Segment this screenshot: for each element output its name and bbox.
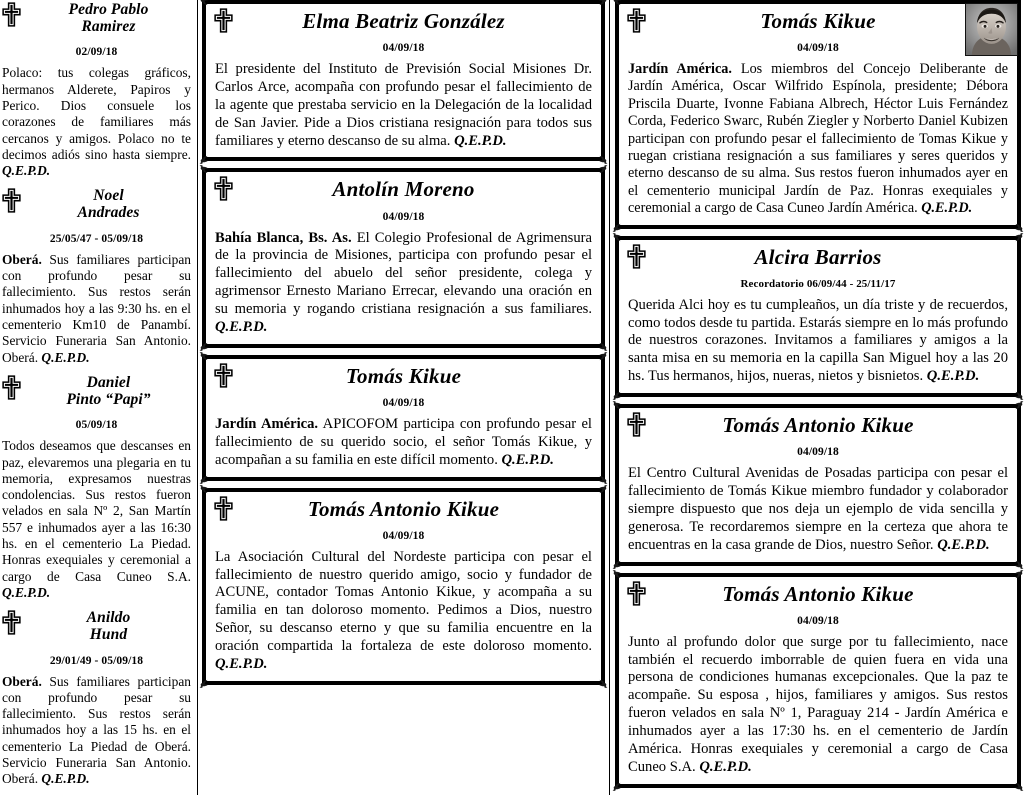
date-line: 04/09/18 [797,446,839,459]
qepd-label: Q.E.P.D. [215,655,268,672]
obituary-entry [0,0,193,179]
place-lead: Oberá. [2,673,42,689]
place-lead: Bahía Blanca, Bs. As. [215,229,352,246]
place-lead: Jardín América. [628,61,732,78]
deceased-name: Tomás Kikue [345,363,462,388]
date-line: Recordatorio 06/09/44 - 25/11/17 [740,277,896,290]
cross-icon [214,8,233,33]
qepd-label: Q.E.P.D. [926,368,980,385]
cross-icon [627,8,646,33]
deceased-name: Tomás Kikue [760,9,876,33]
cross-icon [214,496,233,521]
deceased-name: Elma Beatriz González [302,9,505,33]
obituary-card [202,0,605,161]
date-line: 02/09/18 [75,46,118,59]
place-lead: Jardín América. [215,415,319,432]
portrait-photo [965,3,1018,56]
obituary-card [615,404,1021,565]
obituary-text: Bahía Blanca, Bs. As. El Colegio Profesional de Agrimensura de la provincia de Misiones, participa con profundo pesar el fallecimiento del abuelo del señor presidente, colega y agrimensor Ernesto Mariano Errecar, elevando una oración en su memoria y rogando cristiana resignación a sus familiares. Q.E.P.D. [215,229,592,335]
card-inner [618,3,1018,226]
qepd-label: Q.E.P.D. [2,163,51,179]
obituary-text: Oberá. Sus familiares participan con profundo pesar su fallecimiento. Sus restos serán inhumados hoy a las 9:30 hs. en el cementerio Km10 de Panambí. Servicio Funeraria San Antonio. Oberá. Q.E.P.D. [2,251,191,365]
place-lead: Oberá. [2,251,42,267]
obituary-card [202,488,605,685]
obituary-card [202,355,605,481]
column-right [610,0,1024,795]
obituary-text: Polaco: tus colegas gráficos, hermanos Alderete, Papiros y Perico. Dios consuele los corazones de familiares más cercanos y amigos. Polaco no te decimos adiós sino hasta siempre. Q.E.P.D. [2,65,191,179]
date-line: 04/09/18 [382,529,425,542]
card-inner [618,407,1018,562]
obituary-entry [0,608,193,787]
qepd-label: Q.E.P.D. [937,536,990,553]
card-inner [618,239,1018,394]
card-inner [205,171,602,344]
date-line: 29/01/49 - 05/09/18 [49,654,144,667]
qepd-label: Q.E.P.D. [215,318,268,335]
deceased-name: Anildo Hund [86,609,131,643]
deceased-name: Antolín Moreno [332,177,475,202]
date-line: 04/09/18 [797,42,839,55]
cross-icon [627,581,646,606]
date-line: 05/09/18 [75,419,118,432]
column-left [0,0,198,795]
qepd-label: Q.E.P.D. [41,349,90,365]
cross-icon [214,363,233,388]
deceased-name: Tomás Antonio Kikue [722,581,914,606]
qepd-label: Q.E.P.D. [699,758,752,775]
obituary-text: Querida Alci hoy es tu cumpleaños, un día triste y de recuerdos, como todos desde tu partida. Estarás siempre en lo más profundo de nuestros corazones. Invitamos a familiares y amigos a la santa misa en su memoria en la capilla San Miguel hoy a las 20 hs. Tus hermanos, hijos, nueras, nietos y bisnietos. Q.E.P.D. [628,296,1008,385]
cross-icon [214,176,233,201]
obituary-card [615,0,1021,229]
deceased-name: Tomás Antonio Kikue [307,496,500,521]
date-line: 04/09/18 [382,396,425,409]
date-line: 04/09/18 [797,614,839,627]
date-line: 04/09/18 [382,42,425,55]
cross-icon [2,2,21,27]
column-middle [198,0,610,795]
obituary-card [202,168,605,347]
deceased-name: Pedro Pablo Ramirez [68,1,149,35]
qepd-label: Q.E.P.D. [41,771,90,787]
obituary-entry [0,186,193,365]
cross-icon [2,610,21,635]
qepd-label: Q.E.P.D. [2,584,51,600]
deceased-name: Tomás Antonio Kikue [722,413,914,438]
obituary-card [615,236,1021,397]
obituary-entry [0,373,193,601]
cross-icon [2,375,21,400]
date-line: 04/09/18 [382,210,425,223]
qepd-label: Q.E.P.D. [501,451,554,468]
card-inner [205,358,602,478]
card-inner [618,576,1018,785]
obituary-text: Oberá. Sus familiares participan con profundo pesar su fallecimiento. Sus restos serán inhumados hoy a las 15 hs. en el cementerio La Piedad de Oberá. Servicio Funeraria San Antonio. Oberá. Q.E.P.D. [2,673,191,787]
deceased-name: Daniel Pinto “Papi” [66,373,151,408]
obituary-text: La Asociación Cultural del Nordeste participa con pesar el fallecimiento de nuestro querido amigo, socio y fundador de ACUNE, contador Tomas Antonio Kikue, y acompaña a su familia en tan doloroso momento. Pedimos a Dios, nuestro Señor, su descanso eterno y que su familia encuentre en la oración compartida la fortaleza de este doloroso momento. Q.E.P.D. [215,548,592,672]
cross-icon [2,188,21,213]
card-inner [205,491,602,682]
deceased-name: Noel Andrades [77,187,140,222]
cross-icon [627,412,646,437]
date-line: 25/05/47 - 05/09/18 [49,232,144,245]
qepd-label: Q.E.P.D. [921,200,973,217]
obituary-text: El presidente del Instituto de Previsión Social Misiones Dr. Carlos Arce, acompaña con profundo pesar el fallecimiento de la agente que prestaba servicio en la Delegación de la localidad de San Javier. Pide a Dios cristiana resignación para todos sus familiares y eterno descanso de su alma. Q.E.P.D. [215,61,592,149]
card-inner [205,3,602,158]
obituary-card [615,573,1021,788]
cross-icon [627,244,646,269]
obituary-text: Jardín América. Los miembros del Concejo Deliberante de Jardín América, Oscar Wilfrido Espínola, presidente; Débora Priscila Duarte, Ivonne Fabiana Albrech, Héctor Luis Fernández Corda, Federico Swarc, Rubén Ziegler y Norberto Daniel Kubizen participan con profundo pesar el fallecimiento de Tomas Kikue y ruegan cristiana resignación a sus familiares y seres queridos y eterno descanso de su alma. Sus restos fueron inhumados ayer en el cementerio municipal Jardín de Paz. Honras exequiales y ceremonial a cargo de Casa Cuneo Jardín América. Q.E.P.D. [628,61,1008,217]
obituary-text: Junto al profundo dolor que surge por tu fallecimiento, nace también el recuerdo imborrable de quien fuera en vida una persona de condiciones humanas excepcionales. Que la paz te acompañe. Su esposa , hijos, familiares y amigos. Sus restos fueron velados en sala Nº 1, Paraguay 214 - Jardín América e inhumados ayer a las 17:30 hs. en el cementerio de Jardín América. Honras exequiales y ceremonial a cargo de Casa Cuneo S.A. Q.E.P.D. [628,633,1008,775]
qepd-label: Q.E.P.D. [454,132,507,149]
obituary-text: El Centro Cultural Avenidas de Posadas participa con pesar el fallecimiento de Tomás Kikue miembro fundador y colaborador siempre dispuesto que nos deja un ejemplo de vida sencilla y generosa. Te recordaremos siempre en la certeza que ahora te encuentras en la casa grande de Dios, nuestro Señor. Q.E.P.D. [628,465,1008,553]
obituary-text: Todos deseamos que descanses en paz, elevaremos una plegaria en tu memoria, expresamos nuestras condolencias. Sus restos fueron velados en sala Nº 2, San Martín 557 e inhumados ayer a las 16:30 hs. en el cementerio La Piedad. Honras exequiales y ceremonial a cargo de Casa Cuneo S.A. Q.E.P.D. [2,438,191,600]
deceased-name: Alcira Barrios [754,244,882,269]
obituary-text: Jardín América. APICOFOM participa con profundo pesar el fallecimiento de su querido socio, el señor Tomás Kikue, y acompañan a su familia en este difícil momento. Q.E.P.D. [215,415,592,468]
